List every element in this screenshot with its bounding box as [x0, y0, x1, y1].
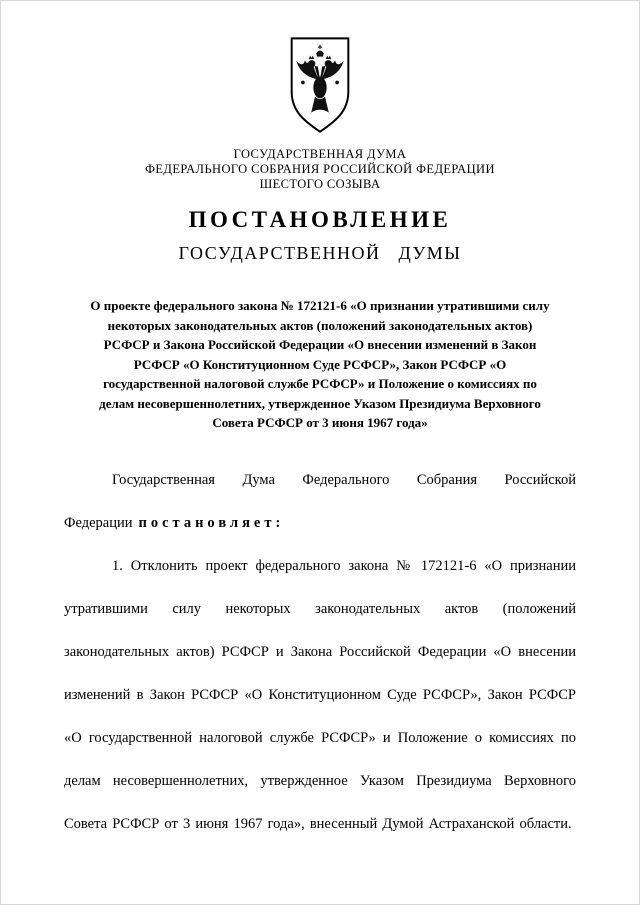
resolution-item-1: 1. Отклонить проект федерального закона № 172121-6 «О признании утратившими силу некоторых законодательных актов (положений законодательных актов) РСФСР и Закона Российской Федерации «О внесении изменений в Закон РСФСР «О Конституционном Суде РСФСР», Закон РСФСР «О государственной налоговой службе РСФСР» и Положение о комиссиях по делам несовершеннолетних, утвержденное Указом Президиума Верховного Совета РСФСР от 3 июня 1967 года», внесенный Думой Астраханской области. [64, 557, 576, 832]
enacting-clause-verb: постановляет: [138, 514, 285, 531]
authority-line-3: ШЕСТОГО СОЗЫВА [259, 177, 381, 191]
document-subject: О проекте федерального закона № 172121-6 «О признании утратившими силу некоторых законодательных актов (положений законодательных актов) РСФСР и Закона Российской Федерации «О внесении изменений в Закон РСФСР «О Конституционном Суде РСФСР», Закон РСФСР «О государственной налоговой службе РСФСР» и Положение о комиссиях по делам несовершеннолетних, утвержденное Указом Президиума Верховного Совета РСФСР от 3 июня 1967 года» [90, 298, 550, 430]
issuing-authority-block [64, 147, 576, 192]
double-headed-eagle-icon [278, 35, 362, 135]
enacting-clause [64, 459, 576, 545]
document-issuer-title: ГОСУДАРСТВЕННОЙ ДУМЫ [178, 243, 462, 263]
state-emblem [278, 35, 362, 135]
enacting-clause-lead: Государственная Дума Федерального Собрания Российской Федерации [64, 471, 576, 531]
authority-line-2: ФЕДЕРАЛЬНОГО СОБРАНИЯ РОССИЙСКОЙ ФЕДЕРАЦИИ [145, 162, 495, 176]
authority-line-1: ГОСУДАРСТВЕННАЯ ДУМА [233, 147, 407, 161]
document-body [64, 459, 576, 846]
document-type-title: ПОСТАНОВЛЕНИЕ [188, 207, 452, 232]
